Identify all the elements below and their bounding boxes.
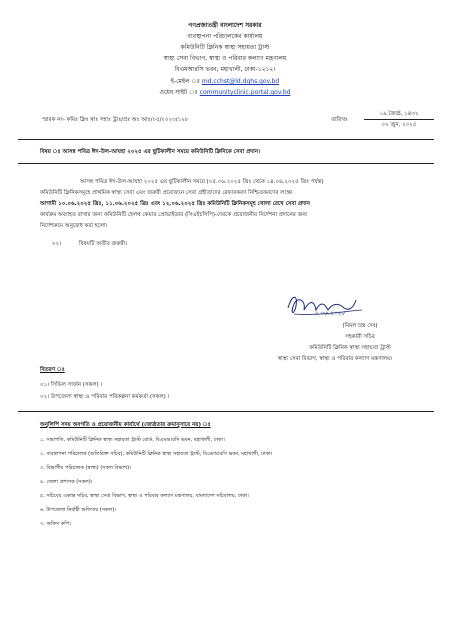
website-link[interactable]: communityclinic.portal.gov.bd — [199, 89, 291, 96]
point-two-text: বিষয়টি অতীব জরুরী। — [79, 241, 128, 247]
email-link[interactable]: md.cchst@ld.dghs.gov.bd — [201, 78, 280, 85]
cc-item: ৩. বিভাগীয় পরিচালক (স্বাস্থ্য) (সকল বিভাগ)। — [40, 465, 131, 471]
website-line — [0, 89, 450, 97]
divider-cc — [18, 411, 434, 412]
email-label: ই-মেইল ঃ — [170, 78, 200, 85]
distribution-heading: বিতরণ ঃ — [40, 367, 65, 373]
distribution-item: ০২। উপজেলা স্বাস্থ্য ও পরিবার পরিকল্পনা কর্মকর্তা (সকল) । — [40, 394, 170, 400]
point-two-number: ০২। — [52, 241, 62, 247]
signer-title: সহকারী সচিব — [345, 334, 375, 340]
cc-item: ৪. জেলা প্রশাসক (সকল)। — [40, 479, 93, 485]
email-line — [0, 78, 450, 86]
subject-label: বিষয় ঃ — [40, 149, 61, 155]
cc-heading: অনুলিপি সদয় অবগতি ও প্রয়োজনীয় কার্যার্থে (জ্যেষ্ঠতার ক্রমানুসারে নয়) ঃ — [40, 422, 211, 428]
body-line-4: কার্যক্রম অব্যাহত রাখার জন্য কমিউনিটি হেলথ কেয়ার প্রোভাইডার (সিএইচসিপি)-দেরকে প্রয়োজনীয় নির্দেশনা প্রদানের জন্য — [40, 212, 308, 218]
cc-item: ৭. অফিস কপি। — [40, 521, 71, 527]
subject-text: আসন্ন পবিত্র ঈদ-উল-আযহা ২০২৫ এর ছুটিকালীন সময়ে কমিউনিটি ক্লিনিকে সেবা প্রদান। — [62, 149, 260, 155]
distribution-item: ০১। সিভিল সার্জন (সকল) । — [40, 382, 103, 388]
date-gregorian: ০২ জুন, ২০২৫ — [381, 122, 417, 128]
govt-heading: গণপ্রজাতন্ত্রী বাংলাদেশ সরকার — [188, 22, 262, 29]
signer-org: কমিউনিটি ক্লিনিক স্বাস্থ্য সহায়তা ট্রাস্ট — [309, 345, 391, 351]
website-label: ওয়েব সাইট ঃ — [159, 89, 198, 96]
cc-item: ২. ব্যবস্থাপনা পরিচালক (অতিরিক্ত সচিব), কমিউনিটি ক্লিনিক স্বাস্থ্য সহায়তা ট্রাস্ট, বিএমআরসি ভবন, মহাখালী, ঢাকা। — [40, 451, 273, 457]
subject-line — [40, 148, 260, 156]
date-label: তারিখঃ — [331, 117, 348, 123]
cc-item: ৬. উপজেলা নির্বাহী অফিসার (সকল)। — [40, 507, 116, 513]
office-heading: ব্যবস্থাপনা পরিচালকের কার্যালয় — [187, 33, 263, 40]
divider-top — [18, 139, 434, 140]
body-line-1: আসন্ন পবিত্র ঈদ-উল-আযহা ২০২৫ এর ছুটিকালীন সময়ে (০৫.০৬.২০২৫ খ্রিঃ থেকে ১৪.০৬.২০২৫ খ্রিঃ পর্যন্ত) — [80, 179, 324, 185]
date-bangla: ১৯ জ্যৈষ্ঠ, ১৪৩২ — [364, 110, 434, 120]
ministry-heading: স্বাস্থ্য সেবা বিভাগ, স্বাস্থ্য ও পরিবার কল্যাণ মন্ত্রণালয় — [163, 55, 287, 62]
signer-name: (বিমল চন্দ্র দেব) — [342, 323, 378, 329]
signer-ministry: স্বাস্থ্য সেবা বিভাগ, স্বাস্থ্য ও পরিবার কল্যাণ মন্ত্রণালয়। — [277, 356, 393, 362]
body-line-3: আগামী ১০.০৬.২০২৫ খ্রিঃ, ১১.০৬.২০২৫ খ্রিঃ এবং ১২.০৬.২০২৫ খ্রিঃ কমিউনিটি ক্লিনিকসমূহ খোলা রেখে সেবা প্রদান — [40, 201, 310, 207]
body-line-2: কমিউনিটি ক্লিনিকসমূহে প্রাথমিক স্বাস্থ্য সেবা এবং জরুরী প্রয়োজনে সেবা গ্রহীতাদের রেফারকরণ নিশ্চিতকরণের লক্ষ্যে — [40, 190, 293, 196]
signature-date: ২.০৬.২০২৫ — [314, 310, 346, 317]
trust-heading: কমিউনিটি ক্লিনিক স্বাস্থ্য সহায়তা ট্রাস্ট — [180, 44, 270, 51]
memo-number: স্মারক নং- কমিঃ ক্লিঃ স্বাঃ সহাঃ ট্রাঃ/প্রঃ অঃ আঃ/০৫/২০২৩/১২৮ — [42, 117, 189, 123]
address-line: বিএমআরসি ভবন, মহাখালী, ঢাকা-১২১২। — [174, 66, 276, 73]
handwritten-signature-icon — [284, 290, 374, 324]
divider-subject — [18, 163, 434, 164]
cc-item: ১. সভাপতি, কমিউনিটি ক্লিনিক স্বাস্থ্য সহায়তা ট্রাস্ট বোর্ড, বিএমআরসি ভবন, মহাখালী, ঢাকা। — [40, 437, 225, 443]
body-line-5: নির্দেশক্রমে অনুরোধ করা হলো। — [40, 223, 108, 229]
cc-item: ৫. সচিবের একান্ত সচিব, স্বাস্থ্য সেবা বিভাগ, স্বাস্থ্য ও পরিবার কল্যাণ মন্ত্রণালয়, বাংলাদেশ সচিবালয়, ঢাকা। — [40, 493, 249, 499]
